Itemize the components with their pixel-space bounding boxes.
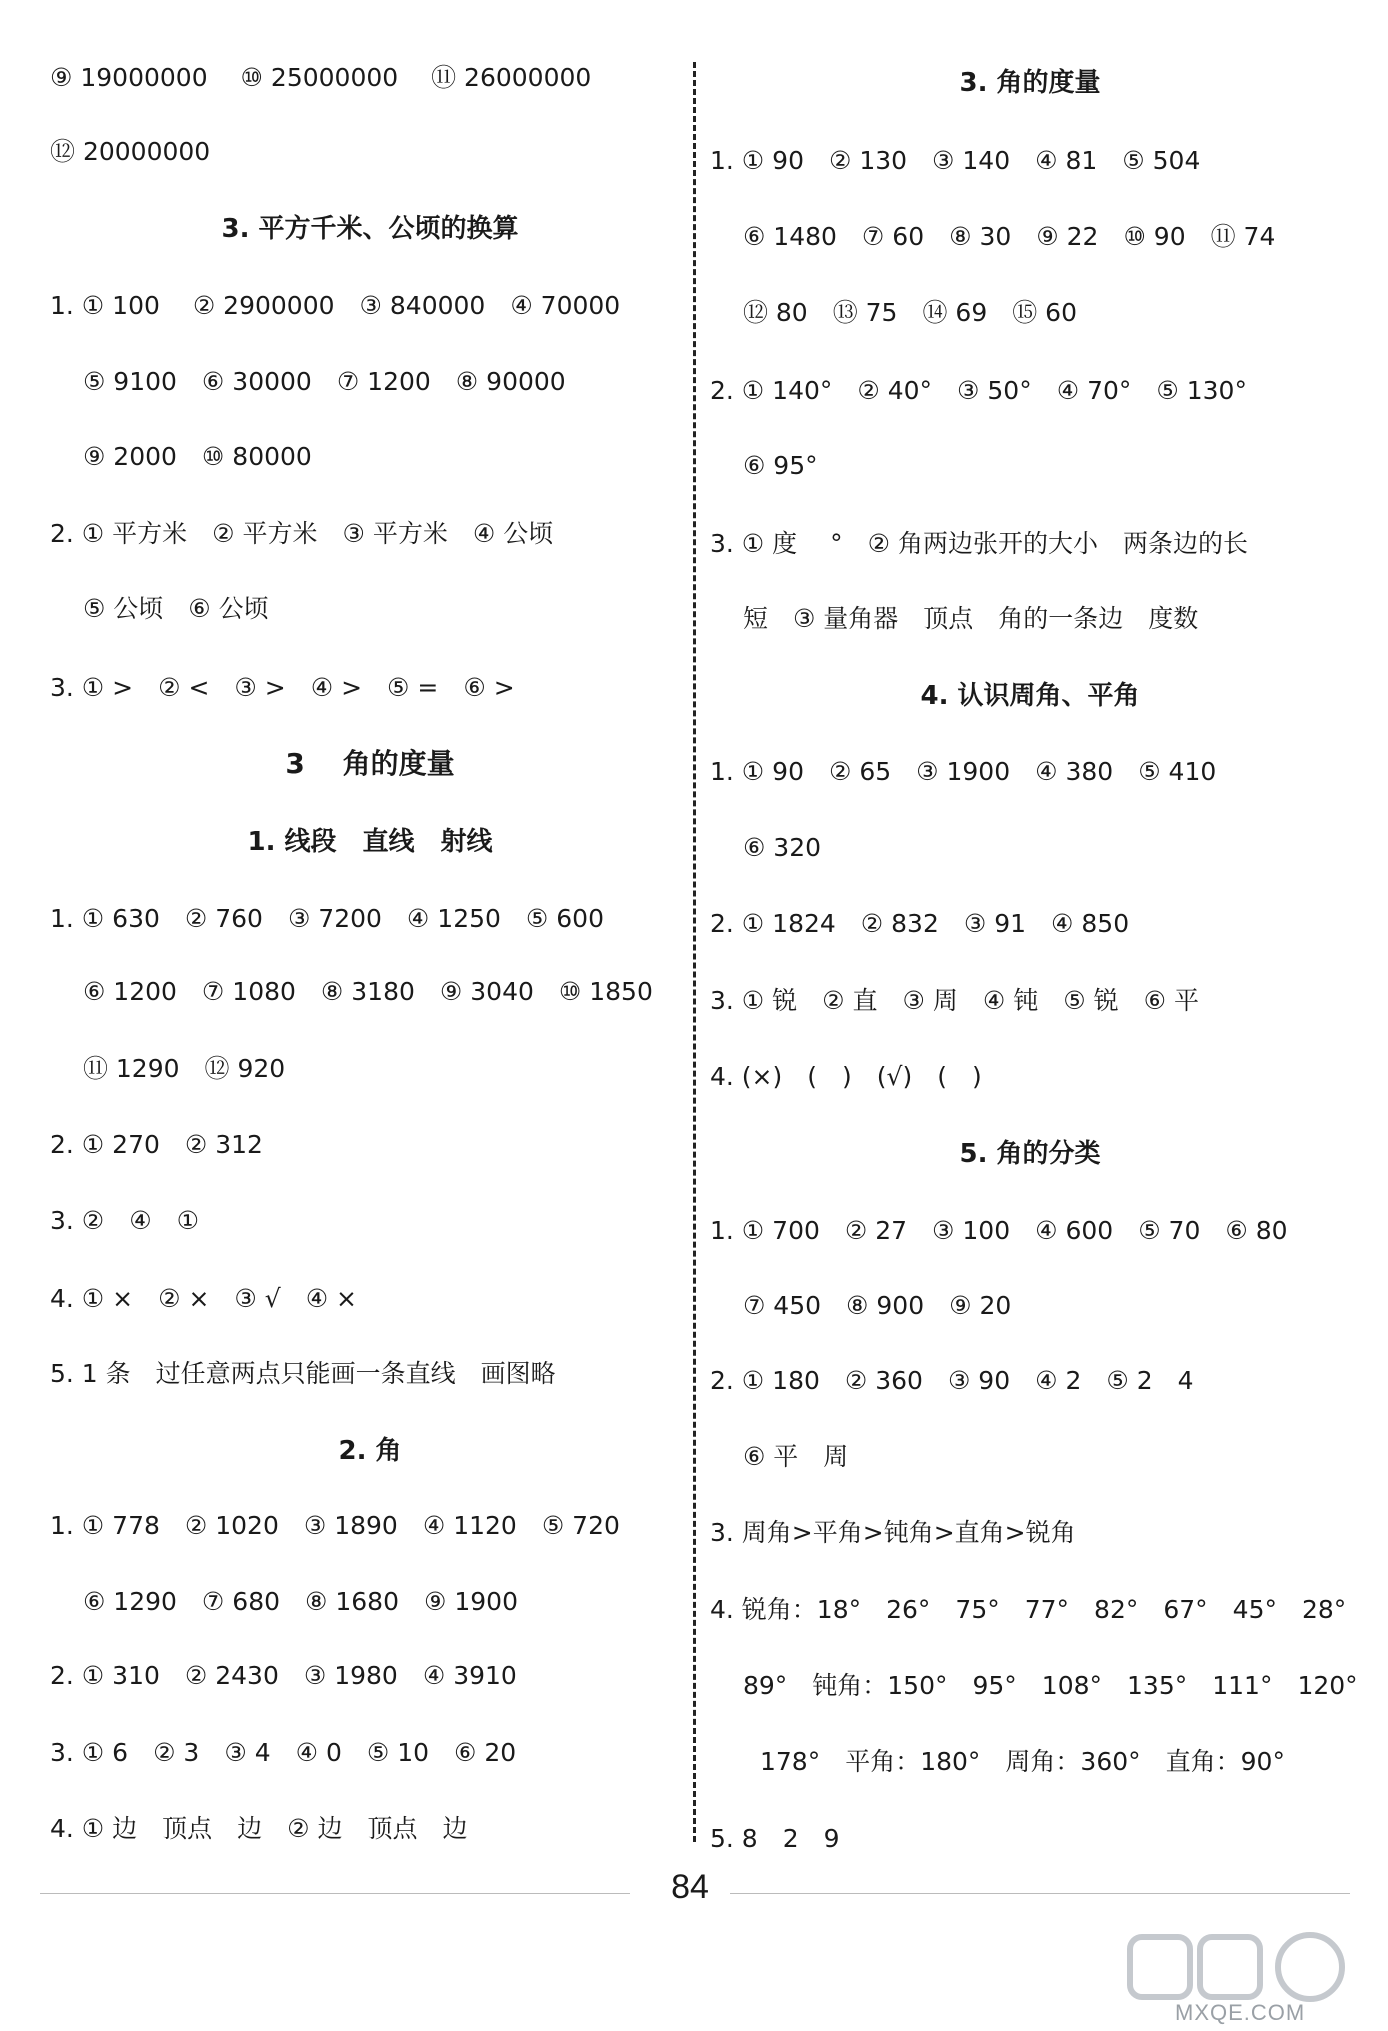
answer-line: ⑫ 20000000 [50, 137, 211, 166]
answer-line: 1. ① 90 ② 130 ③ 140 ④ 81 ⑤ 504 [710, 146, 1201, 175]
answer-line: 3. 周角>平角>钝角>直角>锐角 [710, 1518, 1076, 1547]
answer-line: 3. ① > ② < ③ > ④ > ⑤ = ⑥ > [50, 673, 515, 702]
answer-line: 1. ① 100 ② 2900000 ③ 840000 ④ 70000 [50, 291, 621, 320]
answer-line: 5. 1 条 过任意两点只能画一条直线 画图略 [50, 1359, 556, 1388]
answer-line: 4. ① 边 顶点 边 ② 边 顶点 边 [50, 1814, 468, 1843]
answer-line: 3. ① 6 ② 3 ③ 4 ④ 0 ⑤ 10 ⑥ 20 [50, 1738, 517, 1767]
answer-line: 3. ① 锐 ② 直 ③ 周 ④ 钝 ⑤ 锐 ⑥ 平 [710, 986, 1199, 1015]
answer-line: ⑨ 19000000 ⑩ 25000000 ⑪ 26000000 [50, 63, 592, 92]
answer-line: ⑤ 公顷 ⑥ 公顷 [50, 594, 269, 623]
footer-rule-left [40, 1893, 630, 1894]
answer-line: 178° 平角：180° 周角：360° 直角：90° [710, 1747, 1285, 1776]
answer-line: ⑫ 80 ⑬ 75 ⑭ 69 ⑮ 60 [710, 298, 1077, 327]
page-number: 84 [671, 1868, 709, 1906]
answer-line: ⑨ 2000 ⑩ 80000 [50, 442, 312, 471]
answer-line: 2. ① 平方米 ② 平方米 ③ 平方米 ④ 公顷 [50, 519, 554, 548]
answer-line: 2. ① 140° ② 40° ③ 50° ④ 70° ⑤ 130° [710, 376, 1247, 405]
section-heading: 1. 线段 直线 射线 [247, 827, 493, 857]
answer-line: 4. (×) ( ) (√) ( ) [710, 1062, 982, 1091]
section-heading: 4. 认识周角、平角 [920, 681, 1140, 711]
answer-line: 短 ③ 量角器 顶点 角的一条边 度数 [710, 604, 1199, 633]
answer-line: ⑥ 平 周 [710, 1442, 849, 1471]
answer-line: 4. ① × ② × ③ √ ④ × [50, 1284, 358, 1313]
answer-line: ⑥ 320 [710, 833, 822, 862]
section-heading: 5. 角的分类 [959, 1139, 1101, 1169]
answer-line: 3. ① 度 ° ② 角两边张开的大小 两条边的长 [710, 529, 1248, 558]
answer-line: 1. ① 700 ② 27 ③ 100 ④ 600 ⑤ 70 ⑥ 80 [710, 1216, 1288, 1245]
answer-line: ⑥ 1200 ⑦ 1080 ⑧ 3180 ⑨ 3040 ⑩ 1850 [50, 977, 653, 1006]
answer-line: 2. ① 270 ② 312 [50, 1130, 263, 1159]
answer-line: 3. ② ④ ① [50, 1206, 200, 1235]
answer-line: 89° 钝角：150° 95° 108° 135° 111° 120° [710, 1671, 1358, 1700]
section-heading: 3. 平方千米、公顷的换算 [221, 214, 519, 244]
answer-line: 1. ① 630 ② 760 ③ 7200 ④ 1250 ⑤ 600 [50, 904, 604, 933]
answer-line: ⑦ 450 ⑧ 900 ⑨ 20 [710, 1291, 1012, 1320]
column-divider [693, 62, 696, 1842]
answer-line: 5. 8 2 9 [710, 1824, 840, 1853]
answer-line: ⑥ 1290 ⑦ 680 ⑧ 1680 ⑨ 1900 [50, 1587, 518, 1616]
section-heading: 3 角的度量 [285, 747, 455, 780]
answer-line: ⑪ 1290 ⑫ 920 [50, 1054, 286, 1083]
answer-line: 2. ① 310 ② 2430 ③ 1980 ④ 3910 [50, 1661, 517, 1690]
footer-rule-right [730, 1893, 1350, 1894]
section-heading: 3. 角的度量 [959, 68, 1101, 98]
answer-line: 1. ① 90 ② 65 ③ 1900 ④ 380 ⑤ 410 [710, 757, 1217, 786]
answer-line: 2. ① 1824 ② 832 ③ 91 ④ 850 [710, 909, 1130, 938]
answer-line: ⑥ 1480 ⑦ 60 ⑧ 30 ⑨ 22 ⑩ 90 ⑪ 74 [710, 222, 1276, 251]
watermark-text: MXQE.COM [1175, 2000, 1306, 2025]
answer-line: 2. ① 180 ② 360 ③ 90 ④ 2 ⑤ 2 4 [710, 1366, 1194, 1395]
answer-line: 1. ① 778 ② 1020 ③ 1890 ④ 1120 ⑤ 720 [50, 1511, 620, 1540]
section-heading: 2. 角 [338, 1436, 402, 1466]
answer-line: 4. 锐角：18° 26° 75° 77° 82° 67° 45° 28° [710, 1595, 1347, 1624]
answer-line: ⑥ 95° [710, 451, 818, 480]
answer-line: ⑤ 9100 ⑥ 30000 ⑦ 1200 ⑧ 90000 [50, 367, 566, 396]
